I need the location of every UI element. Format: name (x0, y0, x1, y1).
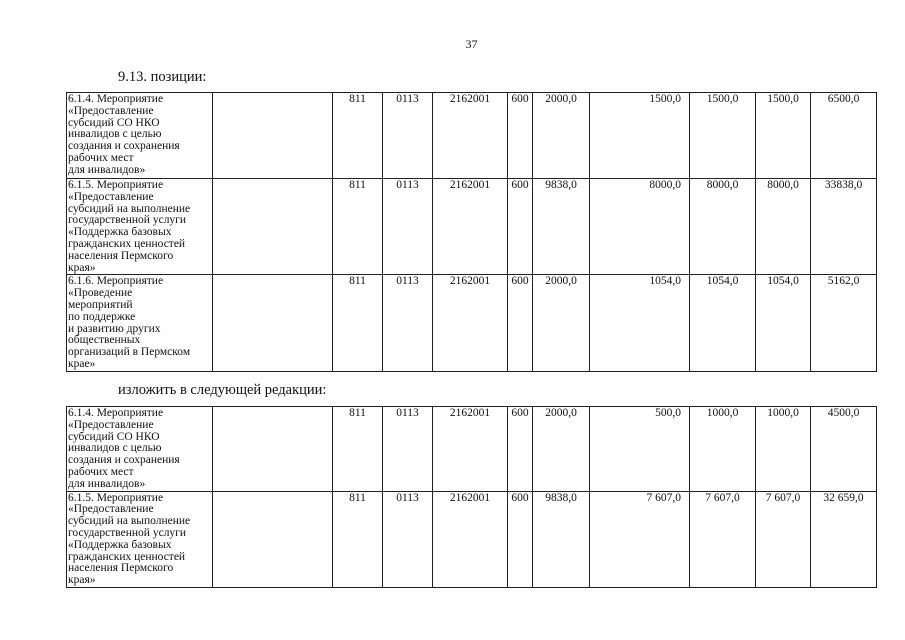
rzpr-code: 0113 (383, 275, 433, 371)
csr-code: 2162001 (433, 491, 508, 587)
table-new-positions (66, 406, 877, 588)
table-row (67, 179, 877, 275)
amount-cell: 7 607,0 (590, 491, 690, 587)
amount-cell: 8000,0 (690, 179, 756, 275)
amount-cell: 7 607,0 (756, 491, 811, 587)
grbs-code: 811 (333, 407, 383, 492)
csr-code: 2162001 (433, 407, 508, 492)
blank-cell (213, 407, 333, 492)
vr-code: 600 (508, 275, 533, 371)
activity-name: 6.1.4. Мероприятие «Предоставление субсидий СО НКО инвалидов с целью создания и сохранения рабочих мест для инвалидов» (67, 93, 213, 179)
csr-code: 2162001 (433, 275, 508, 371)
blank-cell (213, 491, 333, 587)
rzpr-code: 0113 (383, 93, 433, 179)
amount-cell: 1500,0 (690, 93, 756, 179)
total-cell: 4500,0 (811, 407, 877, 492)
grbs-code: 811 (333, 491, 383, 587)
blank-cell (213, 179, 333, 275)
section-intro-text: 9.13. позиции: (118, 69, 207, 85)
csr-code: 2162001 (433, 179, 508, 275)
rzpr-code: 0113 (383, 179, 433, 275)
vr-code: 600 (508, 179, 533, 275)
replacement-intro-text: изложить в следующей редакции: (118, 382, 327, 398)
amount-cell: 1054,0 (756, 275, 811, 371)
rzpr-code: 0113 (383, 407, 433, 492)
amount-cell: 9838,0 (533, 491, 590, 587)
amount-cell: 9838,0 (533, 179, 590, 275)
table-row (67, 407, 877, 492)
blank-cell (213, 275, 333, 371)
grbs-code: 811 (333, 179, 383, 275)
activity-name: 6.1.5. Мероприятие «Предоставление субсидий на выполнение государственной услуги «Поддержка базовых гражданских ценностей населения Пермского края» (67, 491, 213, 587)
amount-cell: 1500,0 (590, 93, 690, 179)
activity-name: 6.1.5. Мероприятие «Предоставление субсидий на выполнение государственной услуги «Поддержка базовых гражданских ценностей населения Пермского края» (67, 179, 213, 275)
activity-name: 6.1.6. Мероприятие «Проведение мероприятий по поддержке и развитию других общественных организаций в Пермском крае» (67, 275, 213, 371)
amount-cell: 2000,0 (533, 93, 590, 179)
table-row (67, 275, 877, 371)
amount-cell: 1000,0 (690, 407, 756, 492)
activity-name: 6.1.4. Мероприятие «Предоставление субсидий СО НКО инвалидов с целью создания и сохранения рабочих мест для инвалидов» (67, 407, 213, 492)
blank-cell (213, 93, 333, 179)
amount-cell: 7 607,0 (690, 491, 756, 587)
amount-cell: 2000,0 (533, 275, 590, 371)
amount-cell: 1000,0 (756, 407, 811, 492)
total-cell: 5162,0 (811, 275, 877, 371)
total-cell: 6500,0 (811, 93, 877, 179)
csr-code: 2162001 (433, 93, 508, 179)
rzpr-code: 0113 (383, 491, 433, 587)
vr-code: 600 (508, 407, 533, 492)
grbs-code: 811 (333, 93, 383, 179)
vr-code: 600 (508, 491, 533, 587)
table-row (67, 491, 877, 587)
amount-cell: 1500,0 (756, 93, 811, 179)
page-number: 37 (465, 37, 478, 51)
amount-cell: 2000,0 (533, 407, 590, 492)
amount-cell: 8000,0 (756, 179, 811, 275)
vr-code: 600 (508, 93, 533, 179)
amount-cell: 500,0 (590, 407, 690, 492)
grbs-code: 811 (333, 275, 383, 371)
amount-cell: 1054,0 (590, 275, 690, 371)
table-current-positions (66, 92, 877, 372)
amount-cell: 8000,0 (590, 179, 690, 275)
amount-cell: 1054,0 (690, 275, 756, 371)
total-cell: 32 659,0 (811, 491, 877, 587)
total-cell: 33838,0 (811, 179, 877, 275)
table-row (67, 93, 877, 179)
